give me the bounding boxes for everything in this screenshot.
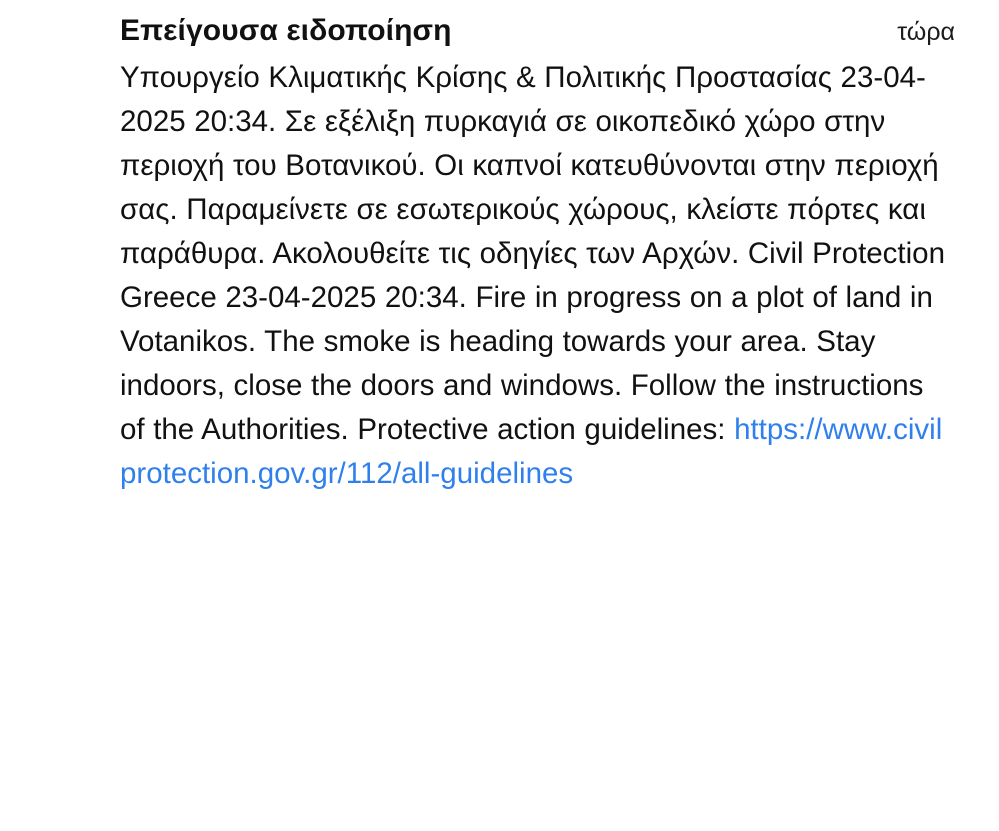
- notification-body: [120, 56, 955, 496]
- notification-header: [120, 14, 955, 54]
- screen-top-edge: [0, 0, 999, 6]
- notification-body-text: Υπουργείο Κλιματικής Κρίσης & Πολιτικής Προστασίας 23-04-2025 20:34. Σε εξέλιξη πυρκαγιά σε οικοπεδικό χώρο στην περιοχή του Βοτανικού. Οι καπνοί κατευθύνονται στην περιοχή σας. Παραμείνετε σε εσωτερικούς χώρους, κλείστε πόρτες και παράθυρα. Ακολουθείτε τις οδηγίες των Αρχών. Civil Protection Greece 23-04-2025 20:34. Fire in progress on a plot of land in Votanikos. The smoke is heading towards your area. Stay indoors, close the doors and windows. Follow the instructions of the Authorities. Protective action guidelines:: [120, 61, 945, 446]
- notification-timestamp: τώρα: [897, 18, 955, 46]
- notification-title: Επείγουσα ειδοποίηση: [120, 14, 452, 47]
- emergency-alert-notification[interactable]: [0, 14, 999, 496]
- guidelines-link[interactable]: https://www.civilprotection.gov.gr/112/all-guidelines: [120, 413, 943, 490]
